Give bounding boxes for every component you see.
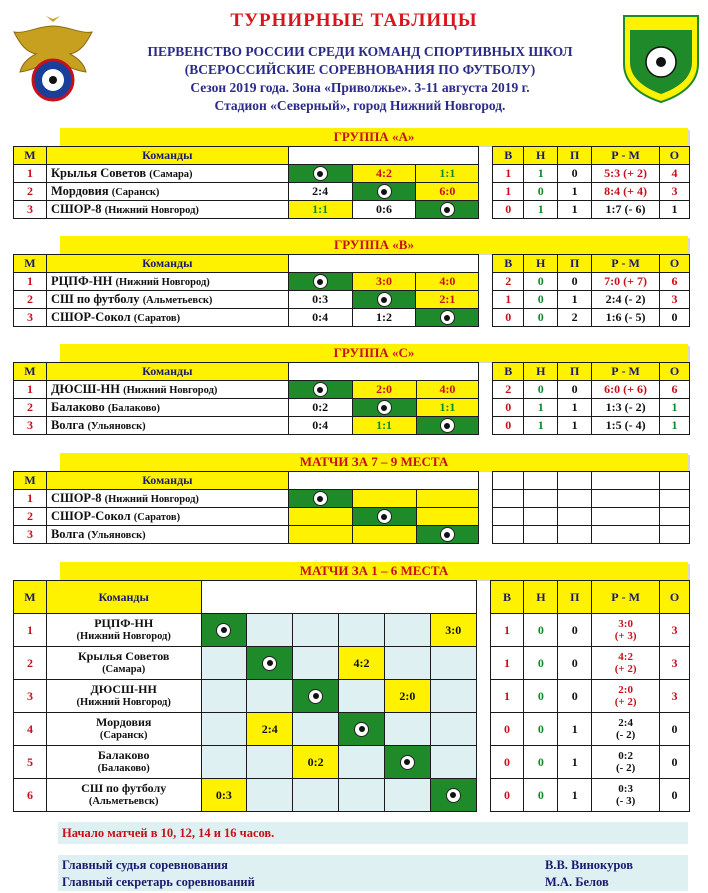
ball-icon xyxy=(416,309,479,327)
start-time-note: Начало матчей в 10, 12, 14 и 16 часов. xyxy=(62,826,275,840)
team-name: Мордовия (Саранск) xyxy=(46,183,288,201)
col-pts: О xyxy=(659,147,689,165)
team-name: СШОР-Сокол (Саратов) xyxy=(46,309,288,327)
ball-icon xyxy=(352,291,416,309)
table-row: 1 ДЮСШ-НН (Нижний Новгород) 2:0 4:0 2 0 0 6:0 (+ 6) 6 xyxy=(14,381,690,399)
table-row: 2 Мордовия (Саранск) 2:4 6:0 1 0 1 8:4 (+ 4) 3 xyxy=(14,183,690,201)
team-name: Волга (Ульяновск) xyxy=(46,417,288,435)
table-row: 1 РЦПФ-НН (Нижний Новгород) 3:0 1 0 0 3:0 (+ 3) 3 xyxy=(14,614,690,647)
ball-icon xyxy=(352,399,416,417)
judge-name: В.В. Винокуров xyxy=(545,858,633,872)
team-name: ДЮСШ-НН (Нижний Новгород) xyxy=(46,680,201,713)
team-name: Волга (Ульяновск) xyxy=(46,526,288,544)
team-name: СШ по футболу (Альметьевск) xyxy=(46,779,201,812)
team-name: Крылья Советов (Самара) xyxy=(46,165,288,183)
col-teams: Команды xyxy=(46,147,288,165)
table-row: 3 ДЮСШ-НН (Нижний Новгород) 2:0 1 0 0 2:0 (+ 2) 3 xyxy=(14,680,690,713)
table-row: 1 Крылья Советов (Самара) 4:2 1:1 1 1 0 5:3 (+ 2) 4 xyxy=(14,165,690,183)
secretary-label: Главный секретарь соревнований xyxy=(62,875,255,889)
team-name: Балаково (Балаково) xyxy=(46,746,201,779)
table-row: 2 СШ по футболу (Альметьевск) 0:3 2:1 1 0 1 2:4 (- 2) 3 xyxy=(14,291,690,309)
places-7-9-banner: МАТЧИ ЗА 7 – 9 МЕСТА xyxy=(60,453,688,471)
col-m: М xyxy=(14,147,47,165)
team-name: Балаково (Балаково) xyxy=(46,399,288,417)
team-name: СШОР-8 (Нижний Новгород) xyxy=(46,201,288,219)
group-a-table xyxy=(13,146,690,219)
col-w: В xyxy=(493,147,524,165)
team-name: РЦПФ-НН (Нижний Новгород) xyxy=(46,273,288,291)
secretary-name: М.А. Белов xyxy=(545,875,609,889)
ball-icon xyxy=(288,165,352,183)
ball-icon xyxy=(416,201,479,219)
ball-icon xyxy=(247,647,293,680)
places-7-9-table xyxy=(13,471,690,544)
group-b-table xyxy=(13,254,690,327)
ball-icon xyxy=(293,680,339,713)
ball-icon xyxy=(416,526,479,544)
group-b-banner: ГРУППА «В» xyxy=(60,236,688,254)
team-name: РЦПФ-НН (Нижний Новгород) xyxy=(46,614,201,647)
table-row: 6 СШ по футболу (Альметьевск) 0:3 0 0 1 0:3 (- 3) 0 xyxy=(14,779,690,812)
ball-icon xyxy=(288,490,352,508)
team-name: СШОР-Сокол (Саратов) xyxy=(46,508,288,526)
table-row: 5 Балаково (Балаково) 0:2 0 0 1 0:2 (- 2) 0 xyxy=(14,746,690,779)
header-row xyxy=(14,147,690,165)
table-row: 3 СШОР-8 (Нижний Новгород) 1:1 0:6 0 1 1 1:7 (- 6) 1 xyxy=(14,201,690,219)
subtitle-1: ПЕРВЕНСТВО РОССИИ СРЕДИ КОМАНД СПОРТИВНЫХ ШКОЛ xyxy=(147,44,573,59)
col-l: П xyxy=(558,147,592,165)
team-name: СШОР-8 (Нижний Новгород) xyxy=(46,490,288,508)
header-row: М Команды В Н П Р - М О xyxy=(14,581,690,614)
places-1-6-banner: МАТЧИ ЗА 1 – 6 МЕСТА xyxy=(60,562,688,580)
table-row: 3 Волга (Ульяновск) 0:4 1:1 0 1 1 1:5 (- 4) 1 xyxy=(14,417,690,435)
team-name: ДЮСШ-НН (Нижний Новгород) xyxy=(46,381,288,399)
ball-icon xyxy=(384,746,430,779)
table-row: 1 СШОР-8 (Нижний Новгород) xyxy=(14,490,690,508)
ball-icon xyxy=(352,508,416,526)
ball-icon xyxy=(416,417,479,435)
table-row: 1 РЦПФ-НН (Нижний Новгород) 3:0 4:0 2 0 0 7:0 (+ 7) 6 xyxy=(14,273,690,291)
team-name: Мордовия (Саранск) xyxy=(46,713,201,746)
group-c-banner: ГРУППА «С» xyxy=(60,344,688,362)
table-row: 4 Мордовия (Саранск) 2:4 0 0 1 2:4 (- 2) 0 xyxy=(14,713,690,746)
ball-icon xyxy=(352,183,416,201)
table-row: 2 Крылья Советов (Самара) 4:2 1 0 0 4:2 (+ 2) 3 xyxy=(14,647,690,680)
ball-icon xyxy=(430,779,476,812)
subtitle-2: (ВСЕРОССИЙСКИЕ СОРЕВНОВАНИЯ ПО ФУТБОЛУ) xyxy=(184,62,536,77)
col-d: Н xyxy=(524,147,558,165)
table-row: 3 СШОР-Сокол (Саратов) 0:4 1:2 0 0 2 1:6 (- 5) 0 xyxy=(14,309,690,327)
ball-icon xyxy=(201,614,247,647)
col-gd: Р - М xyxy=(592,147,660,165)
page-title: ТУРНИРНЫЕ ТАБЛИЦЫ xyxy=(230,10,478,31)
table-row: 3 Волга (Ульяновск) xyxy=(14,526,690,544)
judge-label: Главный судья соревнования xyxy=(62,858,228,872)
header-row: М Команды В Н П Р - М О xyxy=(14,255,690,273)
ball-icon xyxy=(288,273,352,291)
table-row: 2 СШОР-Сокол (Саратов) xyxy=(14,508,690,526)
team-name: Крылья Советов (Самара) xyxy=(46,647,201,680)
ball-icon xyxy=(339,713,385,746)
header-row: М Команды xyxy=(14,472,690,490)
table-row: 2 Балаково (Балаково) 0:2 1:1 0 1 1 1:3 (- 2) 1 xyxy=(14,399,690,417)
ball-icon xyxy=(288,381,352,399)
group-c-table xyxy=(13,362,690,435)
places-1-6-table xyxy=(13,580,690,812)
group-a-banner: ГРУППА «А» xyxy=(60,128,688,146)
subtitle-4: Стадион «Северный», город Нижний Новгород. xyxy=(214,98,506,113)
subtitle-3: Сезон 2019 года. Зона «Приволжье». 3-11 августа 2019 г. xyxy=(190,80,530,95)
header-row: М Команды В Н П Р - М О xyxy=(14,363,690,381)
team-name: СШ по футболу (Альметьевск) xyxy=(46,291,288,309)
